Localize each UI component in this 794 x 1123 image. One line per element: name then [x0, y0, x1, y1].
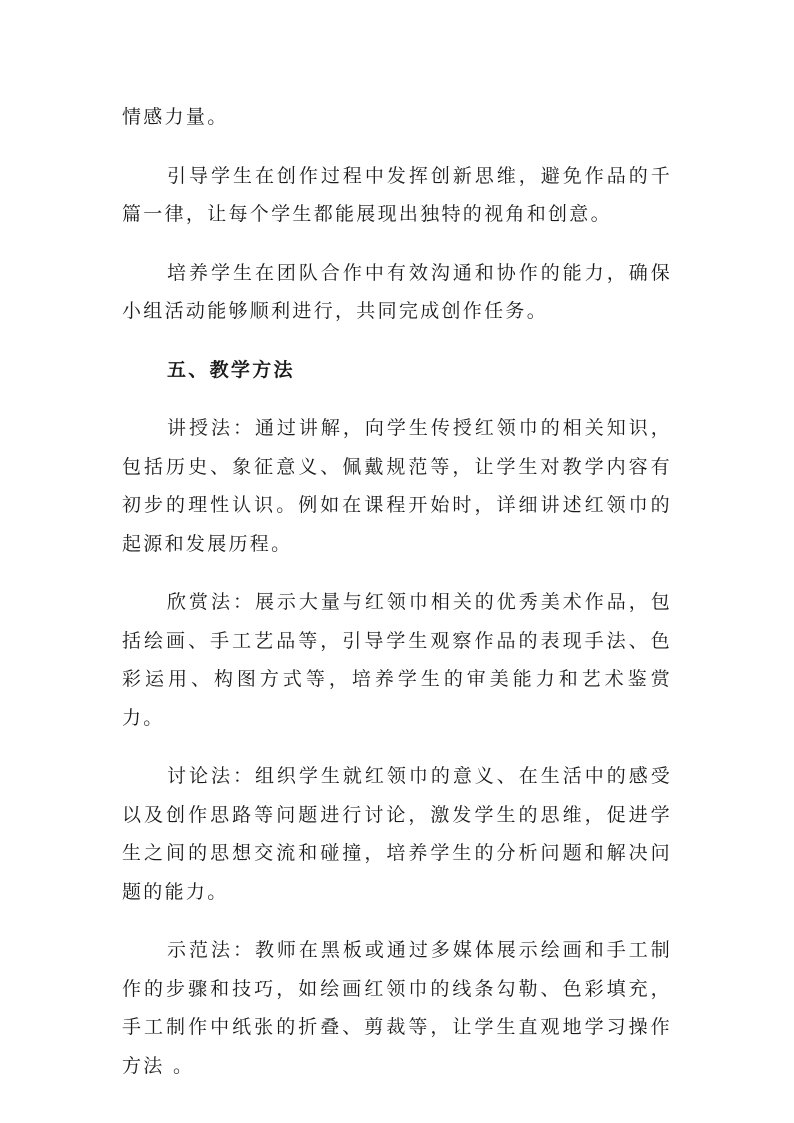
paragraph-lecture-method: 讲授法：通过讲解，向学生传授红领巾的相关知识，包括历史、象征意义、佩戴规范等，让学生对教学内容有初步的理性认识。例如在课程开始时，详细讲述红领巾的起源和发展历程。: [122, 417, 672, 555]
paragraph-teamwork-goal: 培养学生在团队合作中有效沟通和协作的能力，确保小组活动能够顺利进行，共同完成创作任务。: [122, 261, 672, 322]
paragraph-appreciation-method: 欣赏法：展示大量与红领巾相关的优秀美术作品，包括绘画、手工艺品等，引导学生观察作品的表现手法、色彩运用、构图方式等，培养学生的审美能力和艺术鉴赏力。: [122, 591, 672, 729]
paragraph-continuation: 情感力量。: [122, 106, 229, 128]
section-heading: 五、教学方法: [167, 358, 295, 381]
paragraph-innovation-goal: 引导学生在创作过程中发挥创新思维，避免作品的千篇一律，让每个学生都能展现出独特的视角和创意。: [122, 164, 672, 225]
paragraph-demonstration-method: 示范法：教师在黑板或通过多媒体展示绘画和手工制作的步骤和技巧，如绘画红领巾的线条勾勒、色彩填充，手工制作中纸张的折叠、剪裁等，让学生直观地学习操作方法 。: [122, 939, 672, 1077]
document-body: [122, 98, 672, 1105]
paragraph-discussion-method: 讨论法：组织学生就红领巾的意义、在生活中的感受以及创作思路等问题进行讨论，激发学生的思维，促进学生之间的思想交流和碰撞，培养学生的分析问题和解决问题的能力。: [122, 765, 672, 903]
